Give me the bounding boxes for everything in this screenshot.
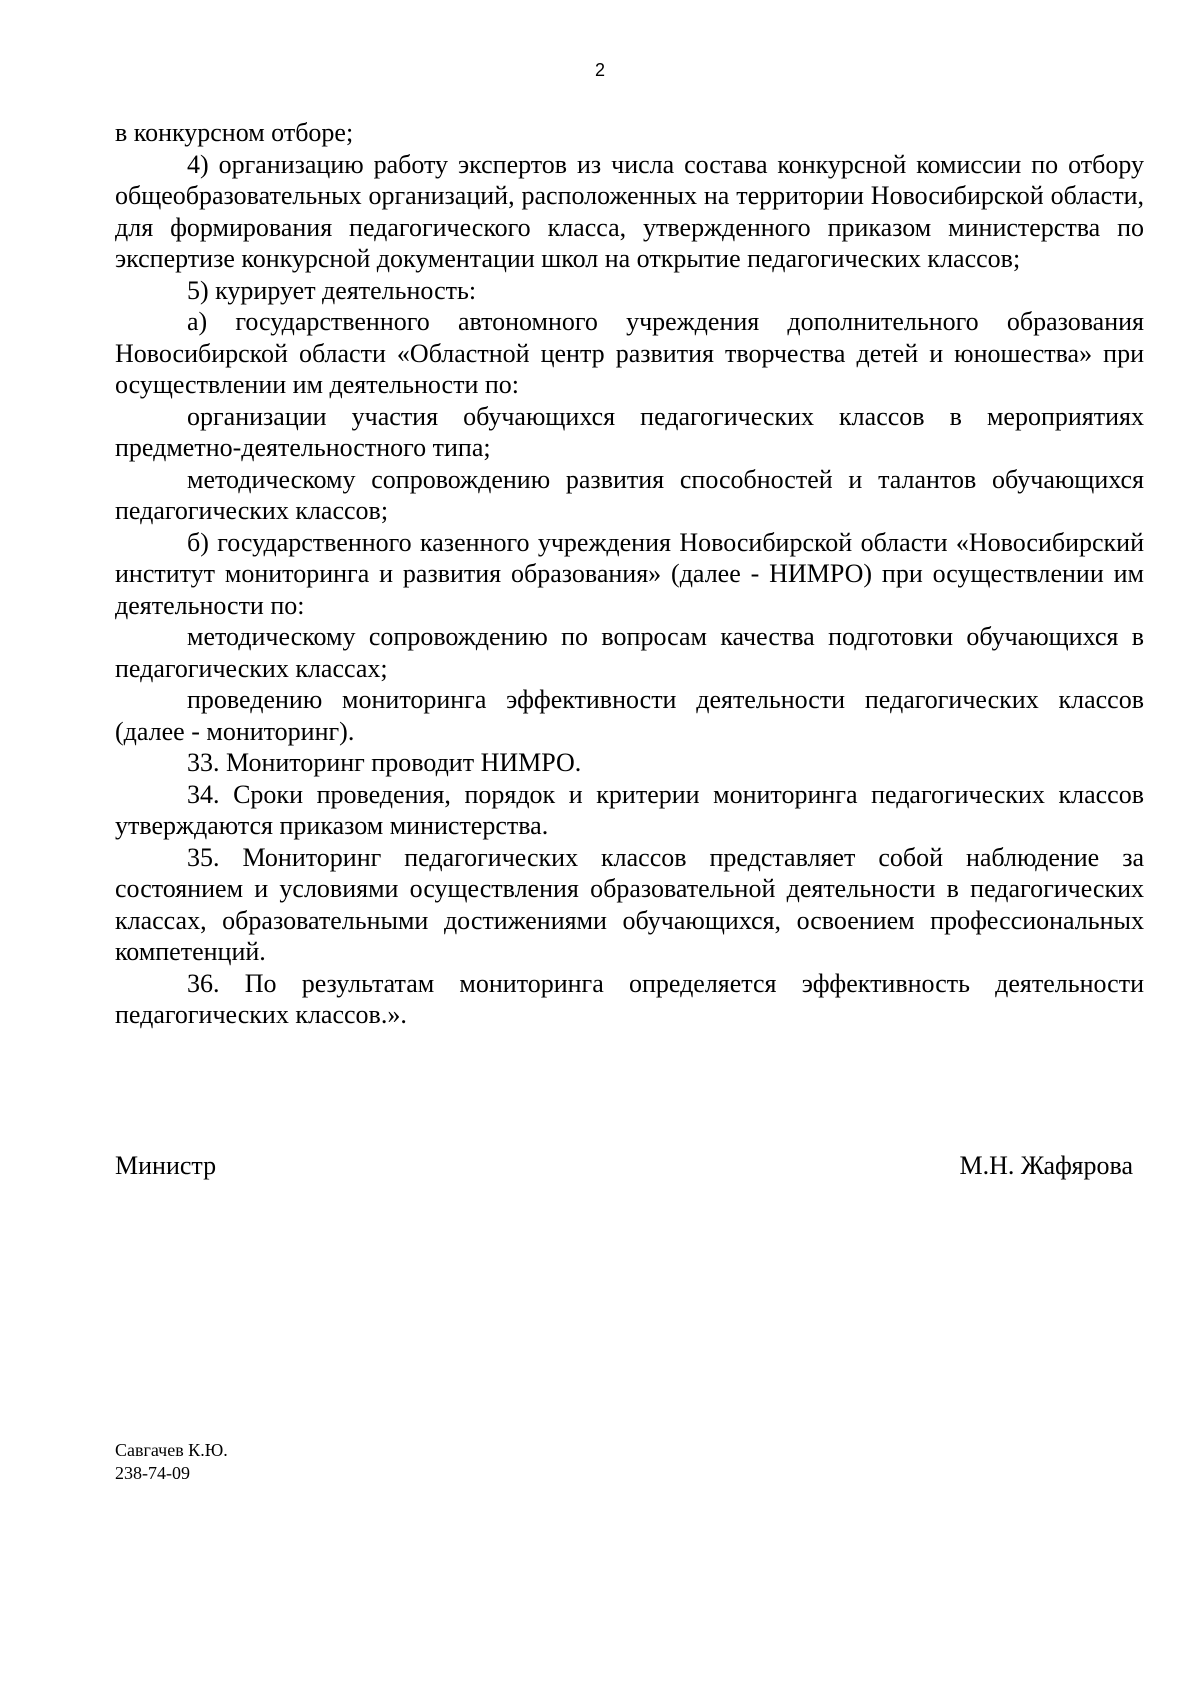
paragraph-33: 33. Мониторинг проводит НИМРО. <box>187 748 582 777</box>
executor-block <box>115 1439 228 1485</box>
paragraph-a-activity-2: методическому сопровождению развития способностей и талантов обучающихся педагогических классов; <box>115 464 1144 525</box>
signature-block <box>115 1150 1133 1182</box>
executor-phone: 238-74-09 <box>115 1463 190 1483</box>
paragraph-subitem-b: б) государственного казенного учреждения Новосибирской области «Новосибирский институт мониторинга и развития образования» (далее - НИМРО) при осуществлении им деятельности по: <box>115 527 1144 620</box>
paragraph-b-activity-2: проведению мониторинга эффективности деятельности педагогических классов (далее - мониторинг). <box>115 685 1144 746</box>
executor-name: Савгачев К.Ю. <box>115 1440 228 1460</box>
page-number: 2 <box>594 60 605 80</box>
signatory-name: М.Н. Жафярова <box>959 1151 1133 1180</box>
paragraph-35: 35. Мониторинг педагогических классов представляет собой наблюдение за состоянием и условиями осуществления образовательной деятельности в педагогических классах, образовательными достижениями обучающихся, освоением профессиональных компетенций. <box>115 842 1144 966</box>
paragraph-continuation: в конкурсном отборе; <box>115 118 354 147</box>
signatory-position: Министр <box>115 1151 217 1180</box>
paragraph-subitem-a: а) государственного автономного учреждения дополнительного образования Новосибирской области «Областной центр развития творчества детей и юношества» при осуществлении им деятельности по: <box>115 307 1144 399</box>
paragraph-item-4: 4) организацию работу экспертов из числа состава конкурсной комиссии по отбору общеобразовательных организаций, расположенных на территории Новосибирской области, для формирования педагогического класса, утвержденного приказом министерства по экспертизе конкурсной документации школ на открытие педагогических классов; <box>115 149 1144 273</box>
paragraph-36: 36. По результатам мониторинга определяется эффективность деятельности педагогических классов.». <box>115 968 1144 1029</box>
paragraph-item-5: 5) курирует деятельность: <box>187 275 477 305</box>
paragraph-b-activity-1: методическому сопровождению по вопросам качества подготовки обучающихся в педагогических классах; <box>115 622 1144 683</box>
paragraph-a-activity-1: организации участия обучающихся педагогических классов в мероприятиях предметно-деятельностного типа; <box>115 401 1144 462</box>
paragraph-34: 34. Сроки проведения, порядок и критерии мониторинга педагогических классов утверждаются приказом министерства. <box>115 779 1144 840</box>
document-body <box>115 117 1144 1031</box>
